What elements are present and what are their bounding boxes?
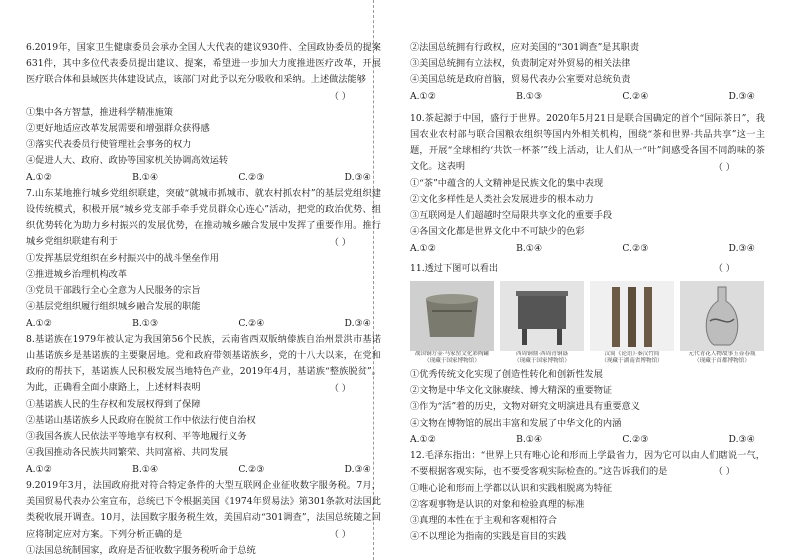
option-a: A.①② [410, 242, 437, 254]
answer-blank: （ ） [329, 236, 351, 248]
item: ③美国总统拥有立法权，负责制定对外贸易的相关法律 [410, 58, 631, 70]
artifact-figures [410, 281, 765, 365]
question-stem: 6.2019年，国家卫生健康委员会承办全国人大代表的建议930件、全国政协委员的提案631件，其中多位代表委员提出建议、提案，希望进一步加大力度推进医疗改革，开展医疗联合体和县域医共体建设试点，该部门对此予以充分吸收和采纳。上述做法能够 [26, 42, 381, 86]
figure-bamboo-slips [590, 281, 674, 365]
question-stem: 10.茶起源于中国，盛行于世界。2020年5月21日是联合国确定的首个“国际茶日”，我国农业农村部与联合国粮农组织等国内外相关机构，围绕“茶和世界·共品共享”这一主题，开展“全球相约‘共饮一杯茶’”线上活动，让人们从一“叶”间感受各国不同韵味的茶文化。这表明 [410, 112, 765, 173]
question-11 [410, 261, 765, 448]
option-d: D.③④ [728, 242, 755, 254]
question-stem: 9.2019年3月，法国政府批对符合特定条件的大型互联网企业征收数字服务税。7月，美国贸易代表办公室宣布，总统已下令根据美国《1974年贸易法》第301条款对法国此类税收展开调查。10月，法国数字服务税生效，美国启动“301调查”，法国总统随之回应将制定应对方案。下列分析正确的是 [26, 479, 381, 540]
item: ④美国总统是政府首脑，贸易代表办公室要对总统负责 [410, 74, 631, 86]
item: ①法国总统制国家，政府是否征收数字服务税听命于总统 [26, 544, 256, 556]
question-9-continued [410, 40, 765, 105]
option-c: C.②③ [622, 242, 649, 254]
question-stem: 7.山东某地推行城乡党组织联建，突破“就城市抓城市、就农村抓农村”的基层党组织建设传统模式，积极开展“城乡党支部手牵手党员群众心连心”活动，把党的政治优势、组织优势转化为助力乡村振兴的发展优势，在推动城乡融合发展中发挥了重要作用。推行城乡党组织联建有利于 [26, 187, 381, 248]
answer-blank: （ ） [713, 262, 735, 274]
question-9 [26, 478, 381, 559]
question-10 [410, 111, 765, 257]
item: ②推进城乡治理机构改革 [26, 269, 128, 281]
option-c: C.②③ [238, 463, 265, 475]
item: ③互联网是人们超越时空局限共享文化的重要手段 [410, 210, 613, 222]
answer-blank: （ ） [329, 528, 351, 540]
figure-porcelain-vase [680, 281, 764, 365]
bamboo-slips-image [590, 281, 674, 351]
option-b: B.①③ [132, 317, 159, 329]
option-c: C.②④ [238, 317, 265, 329]
item: ②基诺山基诺族乡人民政府在脱贫工作中依法行使自治权 [26, 415, 256, 427]
item: ④基层党组织履行组织城乡融合发展的职能 [26, 301, 201, 313]
question-header [410, 261, 765, 277]
option-a: A.①② [26, 317, 53, 329]
item: ④各国文化都是世界文化中不可缺少的色彩 [410, 226, 585, 238]
item: ④促进人大、政府、政协等国家机关协调高效运转 [26, 155, 229, 167]
figure-caption: （现藏于国家博物馆） [424, 358, 480, 365]
item: ①唯心论和形而上学都以认识和实践相脱离为特征 [410, 482, 613, 494]
options-row [26, 462, 381, 478]
option-b: B.①③ [516, 90, 543, 102]
item: ③落实代表委员行使管理社会事务的权力 [26, 139, 192, 151]
figure-caption: 西周铜鼎·西周青铜簋 [515, 351, 569, 358]
item: ②文化多样性是人类社会发展进步的根本动力 [410, 194, 594, 206]
item: ②更好地适应改革发展需要和增强群众获得感 [26, 123, 210, 135]
item: ①基诺族人民的生存权和发展权得到了保障 [26, 398, 201, 410]
item: ①“茶”中蕴含的人文精神是民族文化的集中表现 [410, 177, 604, 189]
question-stem: 12.毛泽东指出：“世界上只有唯心论和形而上学最省力，因为它可以由人们瞎说一气，不要根据客观实际，也不要受客观实际检查的。”这告诉我们的是 [410, 450, 765, 478]
options-row [26, 170, 381, 186]
option-a: A.①② [410, 433, 437, 445]
question-12 [410, 448, 765, 545]
option-d: D.③④ [344, 171, 371, 183]
item: ②客观事物是认识的对象和检验真理的标准 [410, 498, 585, 510]
option-d: D.③④ [344, 317, 371, 329]
figure-caption: 汉简《论语》·秦汉竹简 [604, 351, 660, 358]
answer-blank: （ ） [329, 90, 351, 102]
figure-caption: （现藏于国家博物馆） [514, 358, 570, 365]
bronze-vessel-image [410, 281, 494, 351]
question-8 [26, 332, 381, 478]
item: ①优秀传统文化实现了创造性转化和创新性发展 [410, 369, 603, 381]
option-b: B.①④ [516, 242, 543, 254]
option-c: C.②④ [622, 90, 649, 102]
figure-caption: 元代青花人物故事玉壶春瓶 [688, 351, 756, 358]
answer-blank: （ ） [713, 161, 735, 173]
options-row [410, 241, 765, 257]
figure-bronze-ding [500, 281, 584, 365]
option-b: B.①④ [132, 171, 159, 183]
item: ④我国推动各民族共同繁荣、共同富裕、共同发展 [26, 447, 229, 459]
option-b: B.①④ [132, 463, 159, 475]
porcelain-vase-image [680, 281, 764, 351]
figure-caption: （现藏于首都博物馆） [694, 358, 750, 365]
figure-caption: 战国铜方壶·马家窑文化彩陶罐 [414, 351, 490, 358]
option-a: A.①② [26, 463, 53, 475]
item: ③党员干部践行全心全意为人民服务的宗旨 [26, 285, 201, 297]
option-d: D.③④ [344, 463, 371, 475]
option-b: B.①④ [516, 433, 543, 445]
options-row [410, 89, 765, 105]
option-c: C.②③ [238, 171, 265, 183]
answer-blank: （ ） [329, 382, 351, 394]
option-a: A.①② [26, 171, 53, 183]
item: ③作为“活”着的历史，文物对研究文明演进具有重要意义 [410, 401, 640, 413]
item: ③真理的本性在于主观和客观相符合 [410, 515, 557, 527]
option-c: C.②③ [622, 433, 649, 445]
question-stem: 11.透过下图可以看出 [410, 262, 499, 274]
answer-blank: （ ） [713, 466, 735, 478]
question-stem: 8.基诺族在1979年被认定为我国第56个民族，云南省西双版纳傣族自治州景洪市基诺山基诺族乡是基诺族的主要聚居地。党和政府带领基诺族乡，党的十八大以来，在党和政府的帮扶下，基诺族人民积极发展当地特色产业，2019年4月，基诺族“整族脱贫”。为此，正确看全面小康路上，上述材料表明 [26, 333, 381, 394]
item: ④不以理论为指南的实践是盲目的实践 [410, 531, 567, 543]
left-column [26, 40, 381, 559]
item: ②文物是中华文化文脉赓续、博大精深的重要物证 [410, 385, 613, 397]
options-row [26, 316, 381, 332]
item: ③我国各族人民依法平等地享有权利、平等地履行义务 [26, 431, 247, 443]
item: ④文物在博物馆的展出丰富和发展了中华文化的内涵 [410, 417, 622, 429]
bronze-ding-image [500, 281, 584, 351]
item: ②法国总统拥有行政权，应对美国的“301调查”是其职责 [410, 42, 640, 53]
item: ①发挥基层党组织在乡村振兴中的战斗堡垒作用 [26, 252, 219, 264]
option-d: D.③④ [728, 433, 755, 445]
right-column [410, 40, 765, 545]
option-d: D.③④ [728, 90, 755, 102]
question-7 [26, 186, 381, 332]
option-a: A.①② [410, 90, 437, 102]
question-6 [26, 40, 381, 186]
item: ①集中各方智慧，推进科学精准施策 [26, 106, 173, 118]
options-row [410, 432, 765, 448]
figure-caption: （现藏于湖南省博物馆） [601, 358, 663, 365]
figure-bronze-vessel [410, 281, 494, 365]
